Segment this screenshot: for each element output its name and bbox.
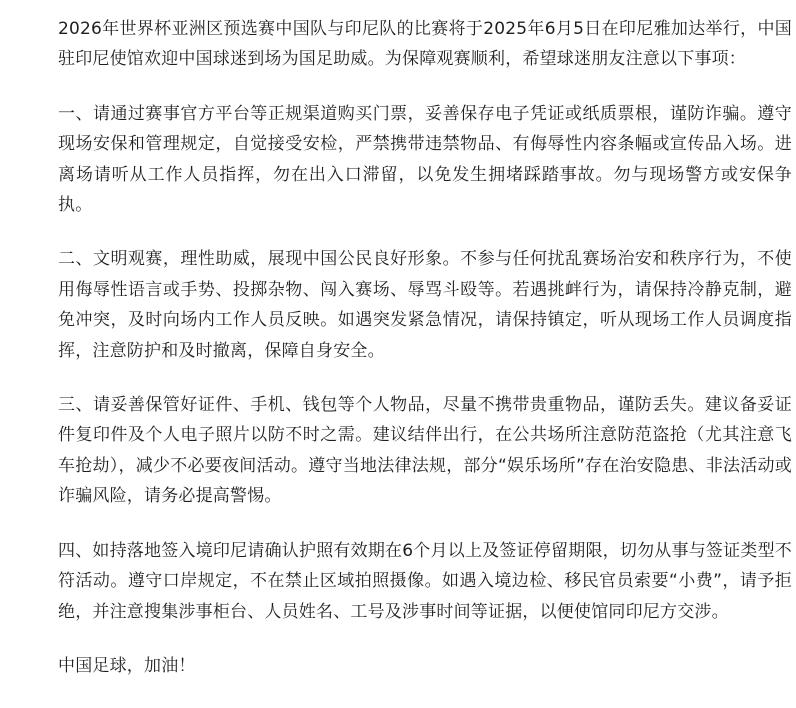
notice-item-3: 三、请妥善保管好证件、手机、钱包等个人物品，尽量不携带贵重物品，谨防丢失。建议备妥证件复印件及个人电子照片以防不时之需。建议结伴出行，在公共场所注意防范盗抢（尤其注意飞车抢劫），减少不必要夜间活动。遵守当地法律法规，部分“娱乐场所”存在治安隐患、非法活动或诈骗风险，请务必提高警惕。 [58,395,792,507]
notice-item-2: 二、文明观赛，理性助威，展现中国公民良好形象。不参与任何扰乱赛场治安和秩序行为，不使用侮辱性语言或手势、投掷杂物、闯入赛场、辱骂斗殴等。若遇挑衅行为，请保持冷静克制，避免冲突，及时向场内工作人员反映。如遇突发紧急情况，请保持镇定，听从现场工作人员调度指挥，注意防护和及时撤离，保障自身安全。 [58,249,792,361]
closing-slogan: 中国足球，加油！ [58,655,196,676]
notice-item-1: 一、请通过赛事官方平台等正规渠道购买门票，妥善保存电子凭证或纸质票根，谨防诈骗。遵守现场安保和管理规定，自觉接受安检，严禁携带违禁物品、有侮辱性内容条幅或宣传品入场。进离场请听从工作人员指挥，勿在出入口滞留，以免发生拥堵踩踏事故。勿与现场警方或安保争执。 [58,103,792,216]
intro-paragraph: 2026年世界杯亚洲区预选赛中国队与印尼队的比赛将于2025年6月5日在印尼雅加达举行，中国驻印尼使馆欢迎中国球迷到场为国足助威。为保障观赛顺利，希望球迷朋友注意以下事项： [58,19,792,70]
notice-item-4: 四、如持落地签入境印尼请确认护照有效期在6个月以上及签证停留期限，切勿从事与签证类型不符活动。遵守口岸规定，不在禁止区域拍照摄像。如遇入境边检、移民官员索要“小费”，请予拒绝，并注意搜集涉事柜台、人员姓名、工号及涉事时间等证据，以便使馆同印尼方交涉。 [58,540,792,622]
